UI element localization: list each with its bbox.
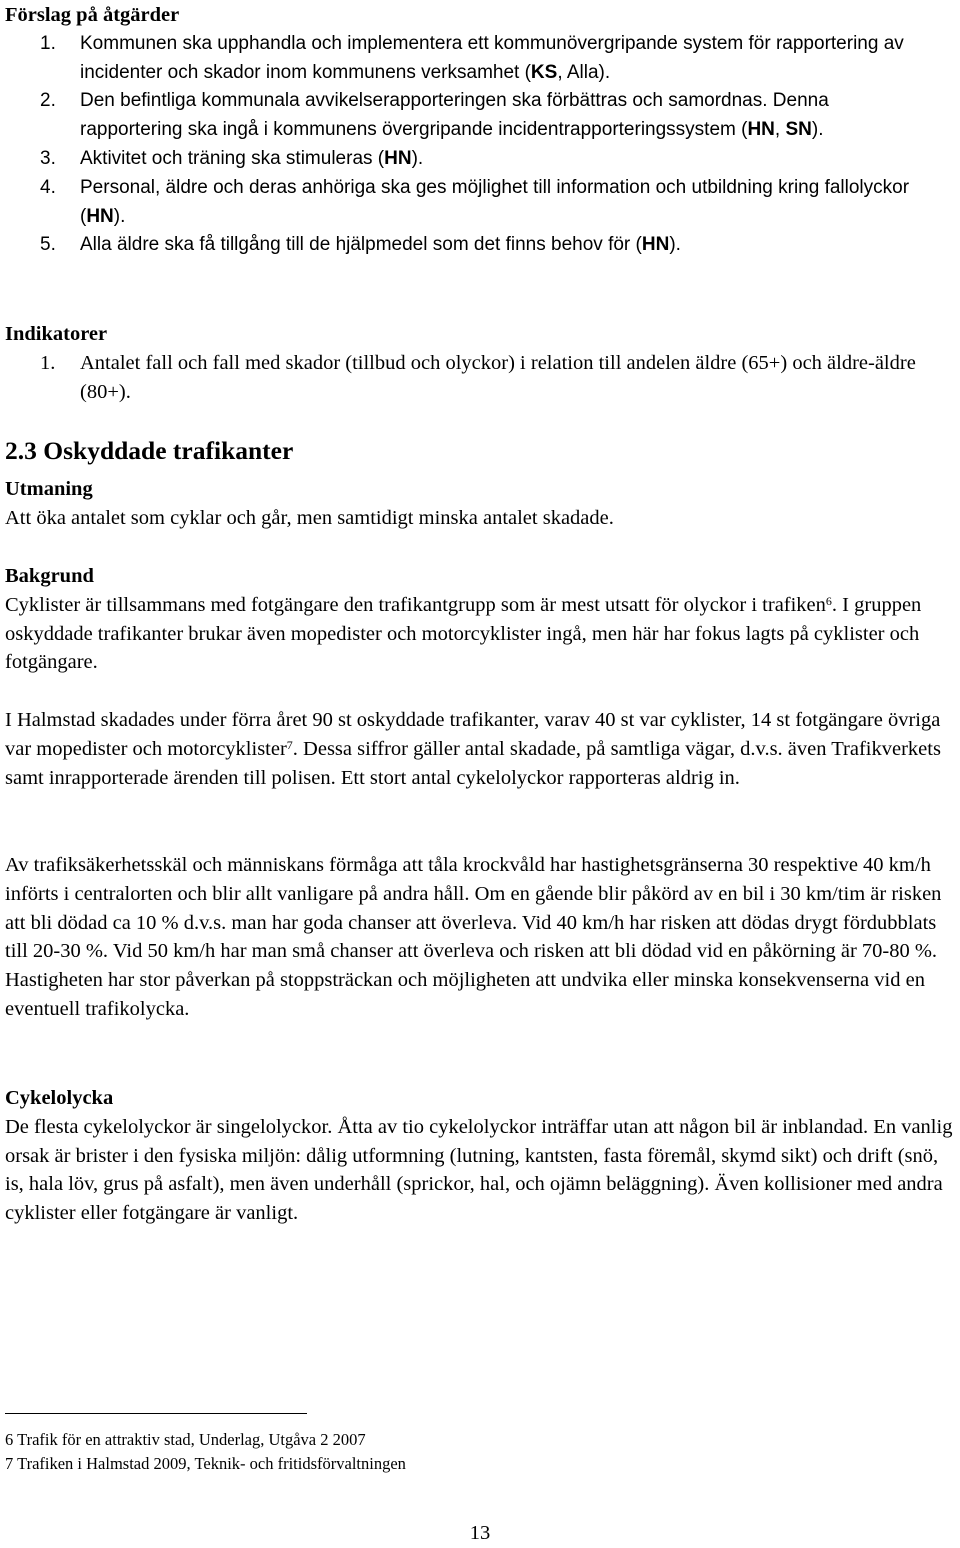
footnote-separator <box>5 1413 307 1414</box>
forslag-section <box>5 1 950 260</box>
list-number: 2. <box>40 90 56 112</box>
hastighet-paragraph: Av trafiksäkerhetsskäl och människans förmåga att tåla krockvåld har hastighetsgränserna 30 respektive 40 km/h införts i centralorten och blir allt vanligare på andra håll. Om en gående blir påkörd av en bil i 30 km/tim är risken att bli dödad ca 10 % d.v.s. man har goda chanser att överleva. Vid 40 km/h har risken att dödas drygt fördubblats till 20-30 %. Vid 50 km/h har man små chanser att överleva och risken att bli dödad vid en påkörning är 70-80 %. Hastigheten har stor påverkan på stoppsträckan och möjligheten att undvika eller minska konsekvenserna vid en eventuell trafikolycka. <box>5 854 942 1020</box>
utmaning-block <box>5 475 614 533</box>
item-bold: HN <box>384 147 412 169</box>
paragraph-text: . Dessa siffror gäller antal skadade, på samtliga vägar, d.v.s. även Trafikverkets samt inrapporterade ärenden till polisen. Ett stort antal cykelolyckor rapporteras aldrig in. <box>5 737 941 789</box>
forslag-item <box>5 174 950 232</box>
cykelolycka-text: De flesta cykelolyckor är singelolyckor. Åtta av tio cykelolyckor inträffar utan att någon bil är inblandad. En vanlig orsak är brister i den fysiska miljön: dålig utformning (lutning, kantsten, fasta föremål, skymd sikt) och drift (snö, is, hala löv, grus på asfalt), men även underhåll (sprickor, hal, och ojämn beläggning). Även kollisioner med andra cyklister eller fotgängare är vanligt. <box>5 1115 953 1225</box>
cykelolycka-block <box>5 1084 955 1228</box>
item-text: Alla äldre ska få tillgång till de hjälpmedel som det finns behov för ( <box>80 234 642 256</box>
indikatorer-heading: Indikatorer <box>5 323 108 345</box>
item-bold: SN <box>785 119 812 141</box>
footnote-ref: 7 <box>286 737 293 752</box>
item-bold: HN <box>641 234 670 256</box>
bakgrund-block <box>5 562 955 677</box>
footnote: 6 Trafik för en attraktiv stad, Underlag, Utgåva 2 2007 <box>5 1430 366 1449</box>
indikatorer-list <box>5 349 955 407</box>
forslag-heading: Förslag på åtgärder <box>5 4 180 26</box>
footnote-ref: 6 <box>825 593 832 608</box>
forslag-item <box>5 231 950 260</box>
paragraph-text: Cyklister är tillsammans med fotgängare den trafikantgrupp som är mest utsatt för olyckor i trafiken <box>5 593 826 616</box>
list-number: 1. <box>40 32 56 54</box>
item-text: ). <box>113 205 126 227</box>
utmaning-heading: Utmaning <box>5 478 93 500</box>
item-text: Antalet fall och fall med skador (tillbud och olyckor) i relation till andelen äldre (65+) och äldre-äldre (80+). <box>80 351 916 403</box>
forslag-list <box>5 30 950 260</box>
paragraph-text: . I gruppen oskyddade trafikanter brukar även mopedister och motorcyklister ingå, men här har fokus lagts på cyklister och fotgängare. <box>5 593 922 674</box>
item-text: ). <box>811 119 824 141</box>
forslag-item <box>5 145 950 174</box>
item-bold: KS <box>530 61 558 83</box>
paragraph-text: I Halmstad skadades under förra året 90 st oskyddade trafikanter, varav 40 st var cyklister, 14 st fotgängare övriga var mopedister och motorcyklister <box>5 709 941 760</box>
item-bold: HN <box>86 205 114 227</box>
list-number: 5. <box>40 234 56 256</box>
section-title: 2.3 Oskyddade trafikanter <box>5 436 294 465</box>
item-text: Den befintliga kommunala avvikelserapporteringen ska förbättras och samordnas. Denna rapportering ska ingå i kommunens övergripande incidentrapporteringssystem ( <box>80 90 829 141</box>
item-text: ). <box>411 147 424 169</box>
footnote: 7 Trafiken i Halmstad 2009, Teknik- och fritidsförvaltningen <box>5 1454 406 1473</box>
item-text: , <box>774 119 786 141</box>
item-bold: HN <box>747 119 775 141</box>
indikator-item <box>5 349 955 407</box>
indikatorer-section <box>5 320 955 406</box>
forslag-item <box>5 87 920 145</box>
list-number: 4. <box>40 176 56 198</box>
bakgrund-paragraph <box>5 591 955 677</box>
item-text: , Alla). <box>557 61 611 83</box>
list-number: 3. <box>40 147 56 169</box>
item-text: Kommunen ska upphandla och implementera ett kommunövergripande system för rapportering av incidenter och skador inom kommunens verksamhet ( <box>80 32 904 83</box>
item-text: Aktivitet och träning ska stimuleras ( <box>80 147 385 169</box>
page-number: 13 <box>469 1522 491 1544</box>
list-number: 1. <box>40 351 56 374</box>
item-text: Personal, äldre och deras anhöriga ska ges möjlighet till information och utbildning kring fallolyckor ( <box>80 176 910 227</box>
cykelolycka-heading: Cykelolycka <box>5 1087 114 1109</box>
footnotes <box>5 1428 406 1476</box>
bakgrund-heading: Bakgrund <box>5 565 94 587</box>
item-text: ). <box>669 234 681 256</box>
forslag-item <box>5 30 920 88</box>
halmstad-paragraph <box>5 706 955 792</box>
utmaning-text: Att öka antalet som cyklar och går, men samtidigt minska antalet skadade. <box>5 506 614 529</box>
